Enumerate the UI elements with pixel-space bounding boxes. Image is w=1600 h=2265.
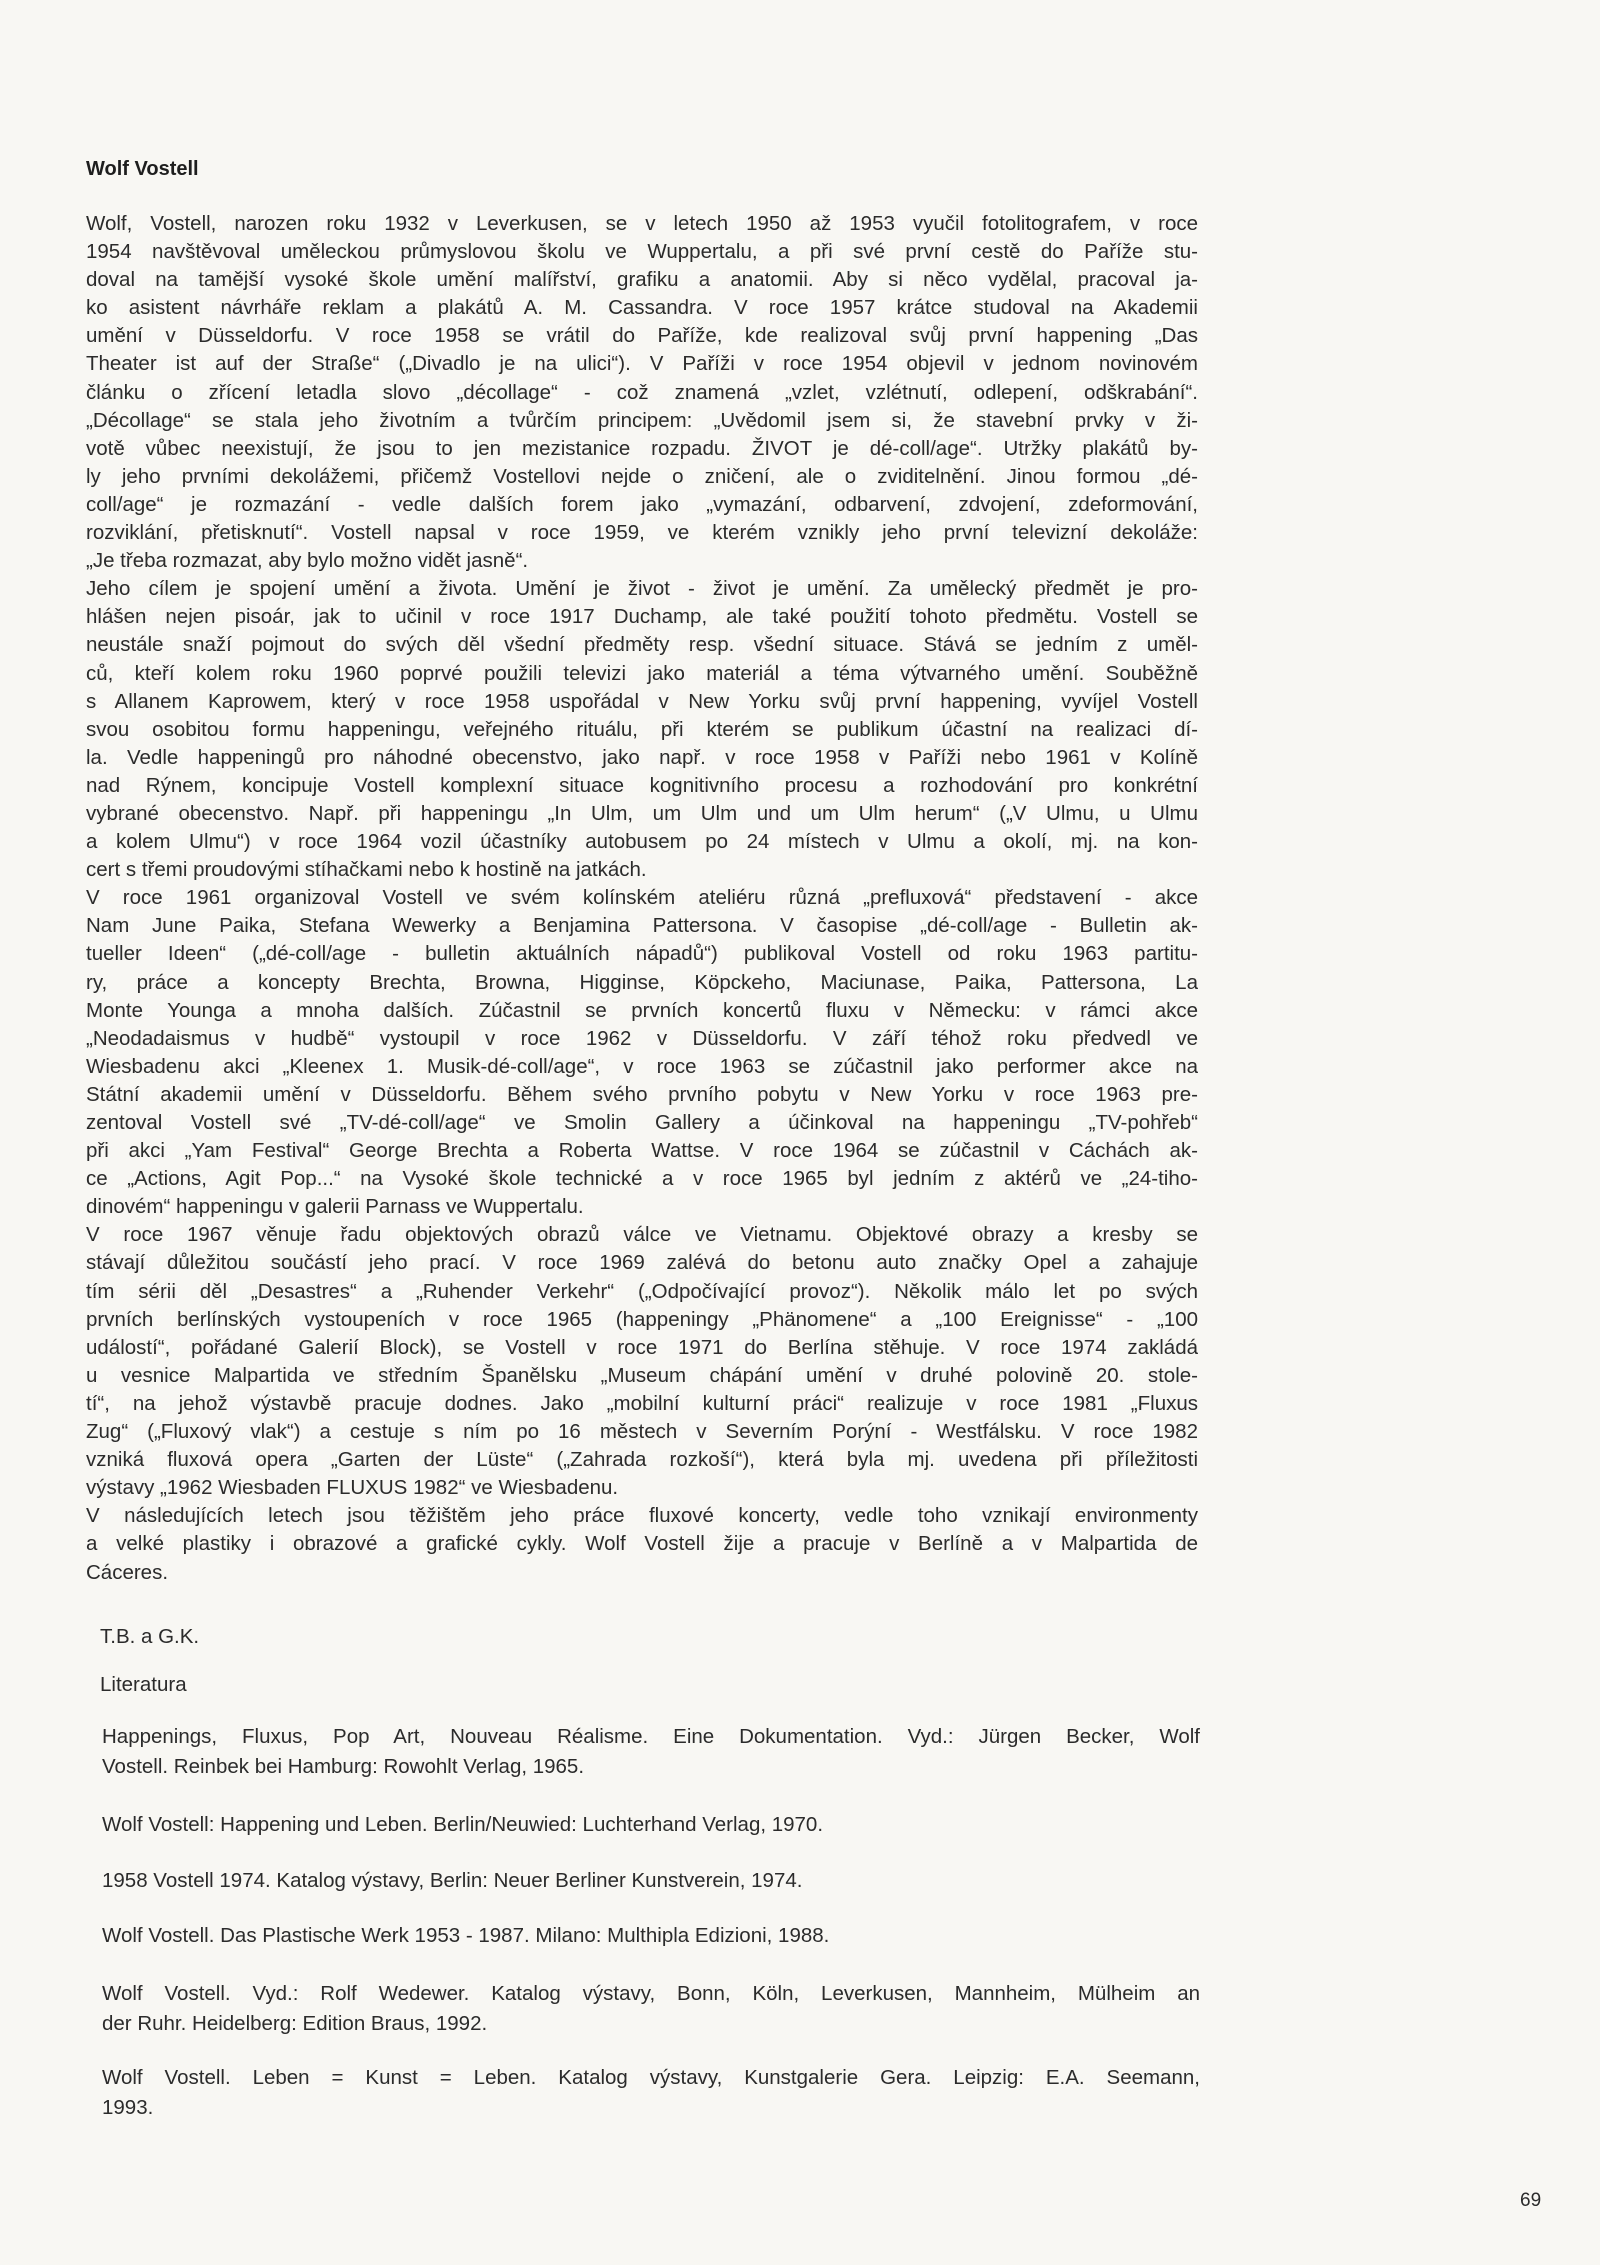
- text-line: při akci „Yam Festival“ George Brechta a Roberta Wattse. V roce 1964 se zúčastnil v Cáchách ak-: [86, 1139, 1198, 1163]
- text-line: hlášen nejen pisoár, jak to učinil v roce 1917 Duchamp, ale také použití tohoto předmětu. Vostell se: [86, 605, 1198, 629]
- text-line: Státní akademii umění v Düsseldorfu. Během svého prvního pobytu v New Yorku v roce 1963 pre-: [86, 1082, 1198, 1106]
- text-line: zentoval Vostell své „TV-dé-coll/age“ ve Smolin Gallery a účinkoval na happeningu „TV-pohřeb“: [86, 1111, 1198, 1134]
- text-line: vzniká fluxová opera „Garten der Lüste“ („Zahrada rozkoší“), která byla mj. uvedena při příležitosti: [86, 1448, 1198, 1472]
- text-line: Cáceres.: [86, 1560, 169, 1584]
- text-line: „Je třeba rozmazat, aby bylo možno vidět jasně“.: [86, 549, 529, 573]
- literature-entry: [102, 2063, 1200, 2123]
- author-initials: T.B. a G.K.: [100, 1625, 200, 1648]
- text-line: ly jeho prvními dekolážemi, přičemž Vostellovi nejde o zničení, ale o zviditelnění. Jinou formou „dé-: [86, 464, 1198, 488]
- text-line: Wiesbadenu akci „Kleenex 1. Musik-dé-coll/age“, v roce 1963 se zúčastnil jako performer akce na: [86, 1054, 1198, 1078]
- text-line: a kolem Ulmu“) v roce 1964 vozil účastníky autobusem po 24 místech v Ulmu a okolí, mj. na kon-: [86, 830, 1198, 854]
- text-line: V roce 1961 organizoval Vostell ve svém kolínském ateliéru různá „prefluxová“ představení - akce: [86, 886, 1198, 910]
- text-line: Zug“ („Fluxový vlak“) a cestuje s ním po 16 městech v Severním Porýní - Westfálsku. V roce 1982: [86, 1420, 1198, 1444]
- text-line: coll/age“ je rozmazání - vedle dalších forem jako „vymazání, odbarvení, zdvojení, zdeformování,: [86, 492, 1198, 516]
- text-line: „Décollage“ se stala jeho životním a tvůrčím principem: „Uvědomil jsem si, že stavební prvky v ži-: [86, 408, 1198, 432]
- text-line: votě vůbec neexistují, že jsou to jen mezistanice rozpadu. ŽIVOT je dé-coll/age“. Utržky plakátů by-: [86, 436, 1198, 460]
- article-body: [86, 210, 1198, 1587]
- text-line: ry, práce a koncepty Brechta, Browna, Higginse, Köpckeho, Maciunase, Paika, Pattersona, La: [86, 970, 1198, 994]
- literature-line: Wolf Vostell. Leben = Kunst = Leben. Katalog výstavy, Kunstgalerie Gera. Leipzig: E.A. Seemann,: [102, 2066, 1200, 2089]
- literature-heading: Literatura: [100, 1673, 187, 1696]
- page-number: 69: [1520, 2190, 1542, 2211]
- paragraph: [86, 884, 1198, 1221]
- text-line: článku o zřícení letadla slovo „décollage“ - což znamená „vzlet, vzlétnutí, odlepení, odškrabání“.: [86, 380, 1198, 404]
- literature-line: Wolf Vostell. Vyd.: Rolf Wedewer. Katalog výstavy, Bonn, Köln, Leverkusen, Mannheim, Mülheim an: [102, 1982, 1200, 2005]
- text-line: doval na tamější vysoké škole umění malířství, grafiku a anatomii. Aby si něco vydělal, pracoval ja-: [86, 268, 1198, 292]
- text-line: Nam June Paika, Stefana Wewerky a Benjamina Pattersona. V časopise „dé-coll/age - Bulletin ak-: [86, 914, 1198, 938]
- literature-line: Wolf Vostell: Happening und Leben. Berlin/Neuwied: Luchterhand Verlag, 1970.: [102, 1813, 824, 1836]
- text-line: tí“, na jehož výstavbě pracuje dodnes. Jako „mobilní kulturní práci“ realizuje v roce 1981 „Fluxus: [86, 1391, 1198, 1415]
- text-line: 1954 navštěvoval uměleckou průmyslovou školu ve Wuppertalu, a při své první cestě do Paříže stu-: [86, 240, 1198, 264]
- literature-entry: [102, 1921, 1200, 1951]
- text-line: Wolf, Vostell, narozen roku 1932 v Leverkusen, se v letech 1950 až 1953 vyučil fotolitografem, v roce: [86, 212, 1198, 235]
- text-line: neustále snaží pojmout do svých děl všední předměty resp. všední situace. Stává se jedním z uměl-: [86, 633, 1198, 657]
- literature-entry: [102, 1810, 1200, 1840]
- paragraph: [86, 1502, 1198, 1586]
- text-line: tueller Ideen“ („dé-coll/age - bulletin aktuálních nápadů“) publikoval Vostell od roku 1963 partitu-: [86, 942, 1198, 966]
- text-line: Theater ist auf der Straße“ („Divadlo je na ulici“). V Paříži v roce 1954 objevil v jednom novinovém: [86, 352, 1198, 376]
- text-line: ce „Actions, Agit Pop...“ na Vysoké škole technické a v roce 1965 byl jedním z aktérů ve „24-tiho-: [86, 1167, 1198, 1191]
- text-line: Jeho cílem je spojení umění a života. Umění je život - život je umění. Za umělecký předmět je pro-: [86, 577, 1198, 601]
- literature-entry: [102, 1722, 1200, 1782]
- text-line: výstavy „1962 Wiesbaden FLUXUS 1982“ ve Wiesbadenu.: [86, 1476, 619, 1500]
- text-line: vybrané obecenstvo. Např. při happeningu „In Ulm, um Ulm und um Ulm herum“ („V Ulmu, u Ulmu: [86, 801, 1198, 825]
- text-line: la. Vedle happeningů pro náhodné obecenstvo, jako např. v roce 1958 v Paříži nebo 1961 v Kolíně: [86, 745, 1198, 769]
- text-line: ců, kteří kolem roku 1960 poprvé použili televizi jako materiál a téma výtvarného umění. Souběžně: [86, 661, 1198, 685]
- literature-line: Happenings, Fluxus, Pop Art, Nouveau Réalisme. Eine Dokumentation. Vyd.: Jürgen Becker, Wolf: [102, 1725, 1200, 1748]
- text-line: nad Rýnem, koncipuje Vostell komplexní situace kognitivního procesu a rozhodování pro konkrétní: [86, 773, 1198, 797]
- paragraph: [86, 1221, 1198, 1502]
- text-line: dinovém“ happeningu v galerii Parnass ve Wuppertalu.: [86, 1195, 584, 1219]
- text-line: stávají důležitou součástí jeho prací. V roce 1969 zalévá do betonu auto značky Opel a zahajuje: [86, 1251, 1198, 1275]
- text-line: cert s třemi proudovými stíhačkami nebo k hostině na jatkách.: [86, 858, 647, 882]
- text-line: ko asistent návrháře reklam a plakátů A. M. Cassandra. V roce 1957 krátce studoval na Akademii: [86, 296, 1198, 320]
- literature-line: Wolf Vostell. Das Plastische Werk 1953 - 1987. Milano: Multhipla Edizioni, 1988.: [102, 1924, 830, 1947]
- literature-line: der Ruhr. Heidelberg: Edition Braus, 1992.: [102, 2012, 488, 2035]
- text-line: s Allanem Kaprowem, který v roce 1958 uspořádal v New Yorku svůj první happening, vyvíjel Vostell: [86, 689, 1198, 713]
- text-line: umění v Düsseldorfu. V roce 1958 se vrátil do Paříže, kde realizoval svůj první happening „Das: [86, 324, 1198, 348]
- literature-entry: [102, 1979, 1200, 2039]
- text-line: rozviklání, přetisknutí“. Vostell napsal v roce 1959, ve kterém vznikly jeho první televizní dekoláže:: [86, 521, 1198, 545]
- text-line: „Neodadaismus v hudbě“ vystoupil v roce 1962 v Düsseldorfu. V září téhož roku předvedl ve: [86, 1026, 1198, 1050]
- paragraph: [86, 210, 1198, 575]
- literature-line: 1958 Vostell 1974. Katalog výstavy, Berlin: Neuer Berliner Kunstverein, 1974.: [102, 1869, 803, 1892]
- text-line: V následujících letech jsou těžištěm jeho práce fluxové koncerty, vedle toho vznikají environmenty: [86, 1504, 1198, 1528]
- text-line: událostí“, pořádané Galerií Block), se Vostell v roce 1971 do Berlína stěhuje. V roce 1974 zakládá: [86, 1335, 1198, 1359]
- paragraph: [86, 575, 1198, 884]
- text-line: svou osobitou formu happeningu, veřejného rituálu, při kterém se publikum účastní na realizaci dí-: [86, 717, 1198, 741]
- text-line: tím sérii děl „Desastres“ a „Ruhender Verkehr“ („Odpočívající provoz“). Několik málo let po svých: [86, 1279, 1198, 1303]
- text-line: V roce 1967 věnuje řadu objektových obrazů válce ve Vietnamu. Objektové obrazy a kresby se: [86, 1223, 1198, 1247]
- literature-entry: [102, 1866, 1200, 1896]
- text-line: a velké plastiky i obrazové a grafické cykly. Wolf Vostell žije a pracuje v Berlíně a v Malpartida de: [86, 1532, 1198, 1556]
- article-title: Wolf Vostell: [86, 158, 199, 180]
- literature-line: 1993.: [102, 2096, 154, 2119]
- text-line: Monte Younga a mnoha dalších. Zúčastnil se prvních koncertů fluxu v Německu: v rámci akce: [86, 998, 1198, 1022]
- text-line: u vesnice Malpartida ve středním Španělsku „Museum chápání umění v druhé polovině 20. stole-: [86, 1363, 1198, 1387]
- text-line: prvních berlínských vystoupeních v roce 1965 (happeningy „Phänomene“ a „100 Ereignisse“ - „100: [86, 1307, 1198, 1331]
- literature-line: Vostell. Reinbek bei Hamburg: Rowohlt Verlag, 1965.: [102, 1755, 585, 1778]
